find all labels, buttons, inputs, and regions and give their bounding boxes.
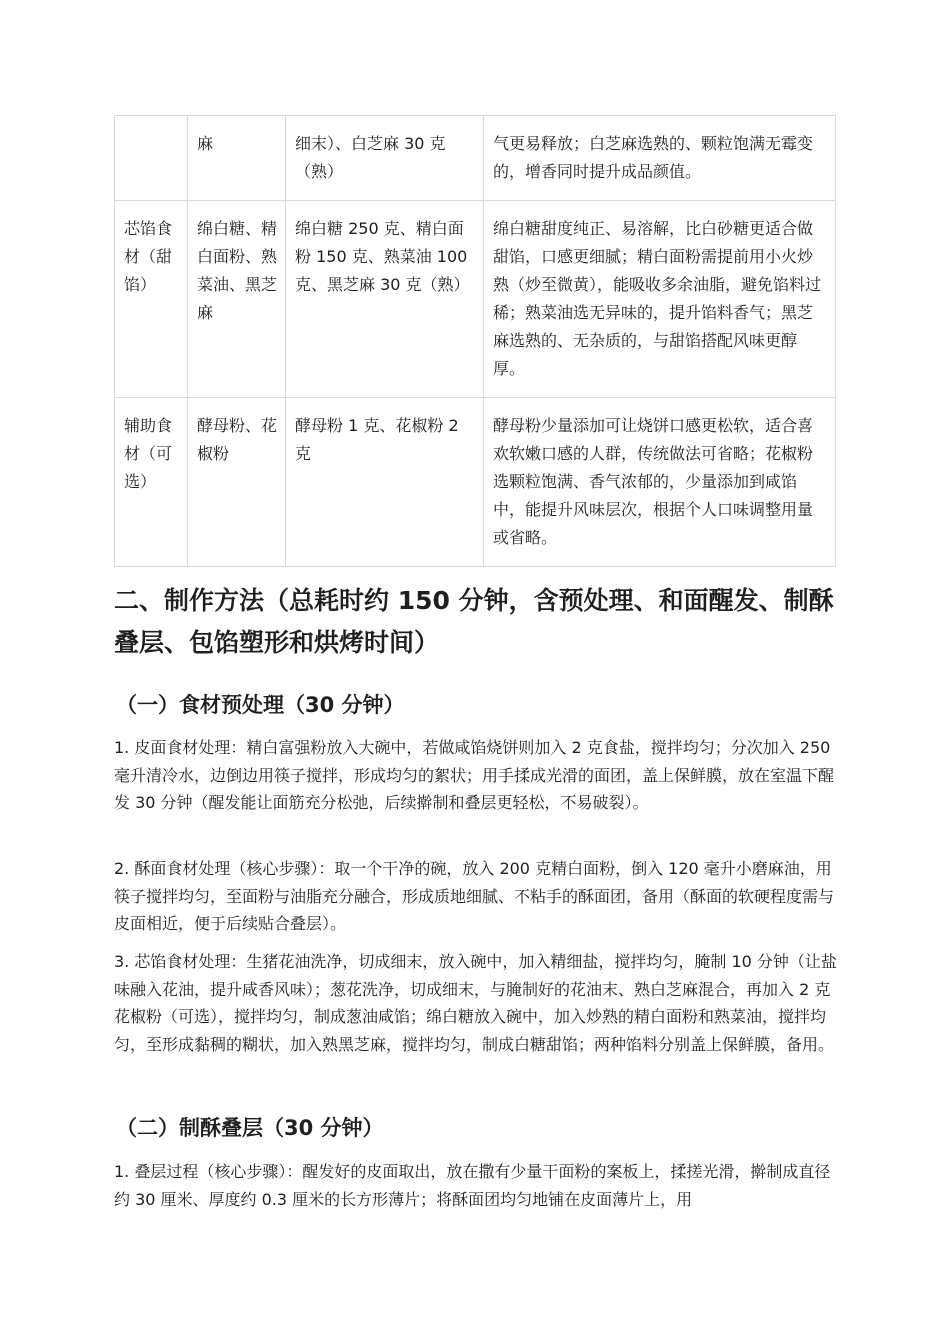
amount-cell: 绵白糖 250 克、精白面粉 150 克、熟菜油 100 克、黑芝麻 30 克（熟）: [286, 201, 484, 398]
note-cell: 气更易释放；白芝麻选熟的、颗粒饱满无霉变的，增香同时提升成品颜值。: [484, 116, 836, 201]
section-heading: 二、制作方法（总耗时约 150 分钟，含预处理、和面醒发、制酥叠层、包馅塑形和烘烤时间）: [114, 586, 834, 657]
ingredient-cell: 酵母粉、花椒粉: [188, 398, 286, 567]
note-cell: 酵母粉少量添加可让烧饼口感更松软，适合喜欢软嫩口感的人群，传统做法可省略；花椒粉选颗粒饱满、香气浓郁的，少量添加到咸馅中，能提升风味层次，根据个人口味调整用量或省略。: [484, 398, 836, 567]
ingredient-cell: 麻: [188, 116, 286, 201]
note-cell: 绵白糖甜度纯正、易溶解，比白砂糖更适合做甜馅，口感更细腻；精白面粉需提前用小火炒熟（炒至微黄），能吸收多余油脂，避免馅料过稀；熟菜油选无异味的，提升馅料香气；黑芝麻选熟的、无杂质的，与甜馅搭配风味更醇厚。: [484, 201, 836, 398]
paragraph: 2. 酥面食材处理（核心步骤）：取一个干净的碗，放入 200 克精白面粉，倒入 120 毫升小磨麻油，用筷子搅拌均匀，至面粉与油脂充分融合，形成质地细腻、不粘手的酥面团，备用（酥面的软硬程度需与皮面相近，便于后续贴合叠层）。: [114, 859, 835, 933]
table-row: [115, 116, 836, 201]
paragraph: 1. 叠层过程（核心步骤）：醒发好的皮面取出，放在撒有少量干面粉的案板上，揉搓光滑，擀制成直径约 30 厘米、厚度约 0.3 厘米的长方形薄片；将酥面团均匀地铺在皮面薄片上，用: [114, 1162, 831, 1209]
category-cell: 芯馅食材（甜馅）: [115, 201, 188, 398]
category-cell: [115, 116, 188, 201]
paragraph: 3. 芯馅食材处理：生猪花油洗净，切成细末，放入碗中，加入精细盐，搅拌均匀，腌制 10 分钟（让盐味融入花油，提升咸香风味）；葱花洗净，切成细末，与腌制好的花油末、熟白芝麻混合，再加入 2 克花椒粉（可选），搅拌均匀，制成葱油咸馅；绵白糖放入碗中，加入炒熟的精白面粉和熟菜油，搅拌均匀，至形成黏稠的糊状，加入熟黑芝麻，搅拌均匀，制成白糖甜馅；两种馅料分别盖上保鲜膜，备用。: [114, 952, 837, 1054]
table-row: [115, 398, 836, 567]
ingredient-table: [114, 115, 836, 567]
amount-cell: 酵母粉 1 克、花椒粉 2 克: [286, 398, 484, 567]
category-cell: 辅助食材（可选）: [115, 398, 188, 567]
subsection-heading: （一）食材预处理（30 分钟）: [116, 693, 405, 717]
subsection-heading: （二）制酥叠层（30 分钟）: [116, 1116, 384, 1140]
table-row: [115, 201, 836, 398]
ingredient-cell: 绵白糖、精白面粉、熟菜油、黑芝麻: [188, 201, 286, 398]
amount-cell: 细末）、白芝麻 30 克（熟）: [286, 116, 484, 201]
paragraph: 1. 皮面食材处理：精白富强粉放入大碗中，若做咸馅烧饼则加入 2 克食盐，搅拌均匀；分次加入 250 毫升清冷水，边倒边用筷子搅拌，形成均匀的絮状；用手揉成光滑的面团，盖上保鲜膜，放在室温下醒发 30 分钟（醒发能让面筋充分松弛，后续擀制和叠层更轻松，不易破裂）。: [114, 738, 835, 812]
